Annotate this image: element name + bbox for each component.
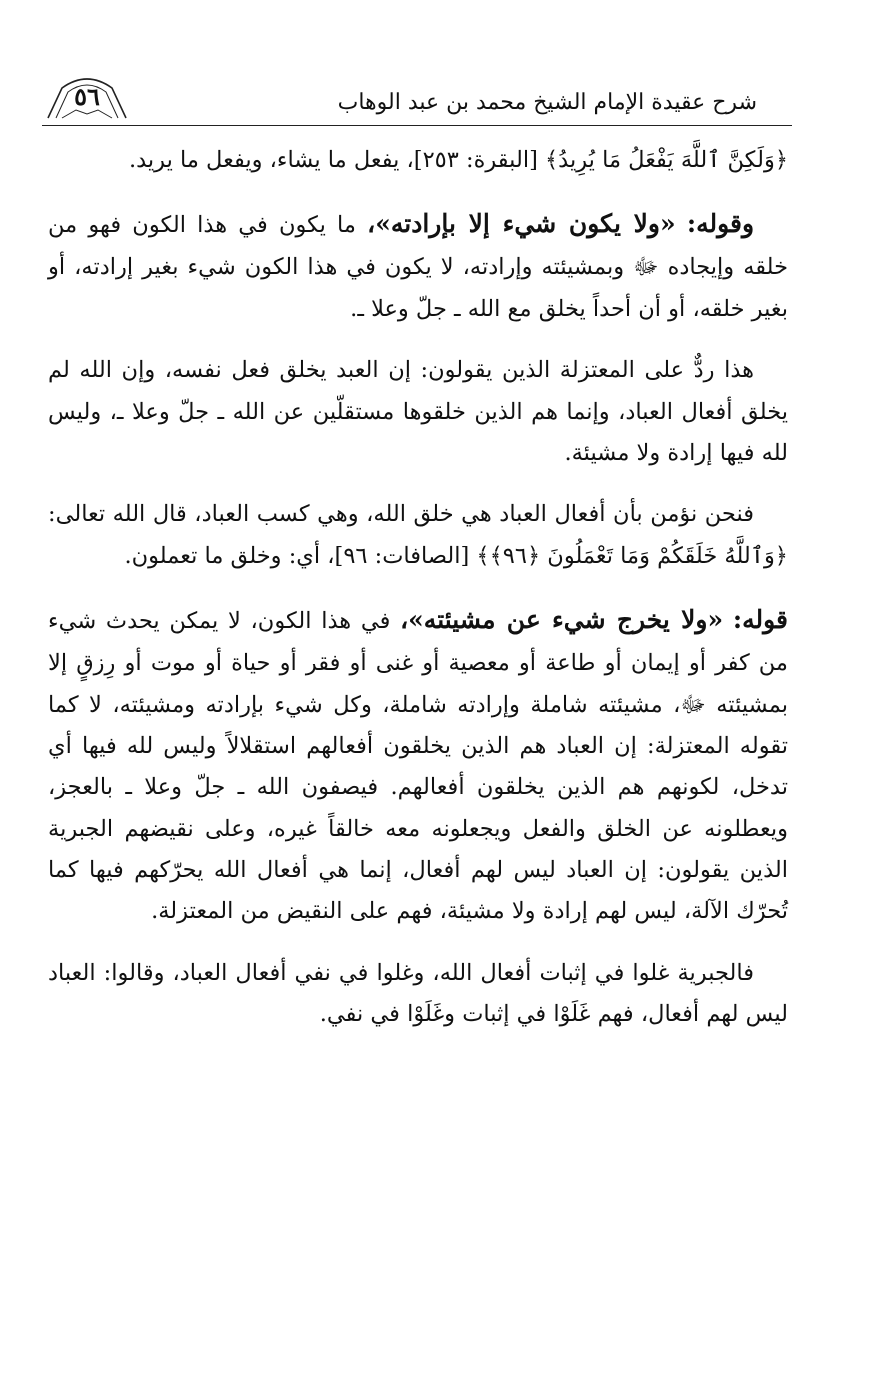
paragraph-text: ﴿وَلَكِنَّ ٱللَّهَ يَفْعَلُ مَا يُرِيدُ﴾ [البقرة: ٢٥٣]، يفعل ما يشاء، ويفعل ما يريد. — [128, 147, 788, 173]
paragraph-3 — [48, 350, 788, 474]
running-header — [42, 74, 792, 126]
paragraph-1 — [48, 140, 788, 181]
quote-highlight: «ولا يكون شيء إلا بإرادته»، — [367, 209, 676, 239]
paragraph-text: ما يكون في هذا الكون فهو من خلقه وإيجاده ﷻ وبمشيئته وإرادته، لا يكون في هذا الكون شيء بغير إرادته، أو بغير خلقه، أو أن أحداً يخلق مع الله ـ جلّ وعلا ـ. — [48, 212, 788, 322]
page-number-badge — [42, 74, 132, 120]
paragraph-4 — [48, 494, 788, 577]
paragraph-text: فنحن نؤمن بأن أفعال العباد هي خلق الله، وهي كسب العباد، قال الله تعالى: ﴿وَٱللَّهُ خَلَقَكُمْ وَمَا تَعْمَلُونَ ﴿٩٦﴾﴾ [الصافات: ٩٦]، أي: وخلق ما تعملون. — [48, 501, 788, 569]
paragraph-6 — [48, 953, 788, 1036]
paragraph-2 — [48, 201, 788, 330]
quote-lead: قوله: — [732, 605, 788, 635]
book-title: شرح عقيدة الإمام الشيخ محمد بن عبد الوهاب — [337, 90, 757, 115]
header-divider — [42, 125, 792, 126]
paragraph-text: في هذا الكون، لا يمكن يحدث شيء من كفر أو إيمان أو طاعة أو معصية أو غنى أو فقر أو حياة أو موت أو رِزقٍ إلا بمشيئته ﷻ، مشيئته شاملة وإرادته شاملة، وكل شيء بإرادته ومشيئته، لا كما تقوله المعتزلة: إن العباد هم الذين يخلقون أفعالهم استقلالاً وليس لله فيها أي تدخل، لكونهم هم الذين يخلقون أفعالهم. فيصفون الله ـ جلّ وعلا ـ بالعجز، ويعطلونه عن الخلق والفعل ويجعلونه معه خالقاً غيره، وعلى نقيضهم الجبرية الذين يقولون: إن العباد ليس لهم أفعال، إنما هي أفعال الله يحرّكهم فيها كما تُحرّك الآلة، ليس لهم إرادة ولا مشيئة، فهم على النقيض من المعتزلة. — [48, 608, 788, 925]
page-body — [48, 140, 788, 1056]
paragraph-5 — [48, 597, 788, 933]
paragraph-text: هذا ردٌّ على المعتزلة الذين يقولون: إن العبد يخلق فعل نفسه، وإن الله لم يخلق أفعال العباد، وإنما هم الذين خلقوها مستقلّين عن الله ـ جلّ وعلا ـ، وليس لله فيها إرادة ولا مشيئة. — [48, 357, 788, 466]
quote-lead: وقوله: — [686, 209, 755, 239]
paragraph-text: فالجبرية غلوا في إثبات أفعال الله، وغلوا في نفي أفعال العباد، وقالوا: العباد ليس لهم أفعال، فهم غَلَوْا في إثبات وغَلَوْا في نفي. — [48, 959, 788, 1028]
page-number: ٥٦ — [74, 82, 100, 111]
quote-highlight: «ولا يخرج شيء عن مشيئته»، — [400, 605, 724, 635]
